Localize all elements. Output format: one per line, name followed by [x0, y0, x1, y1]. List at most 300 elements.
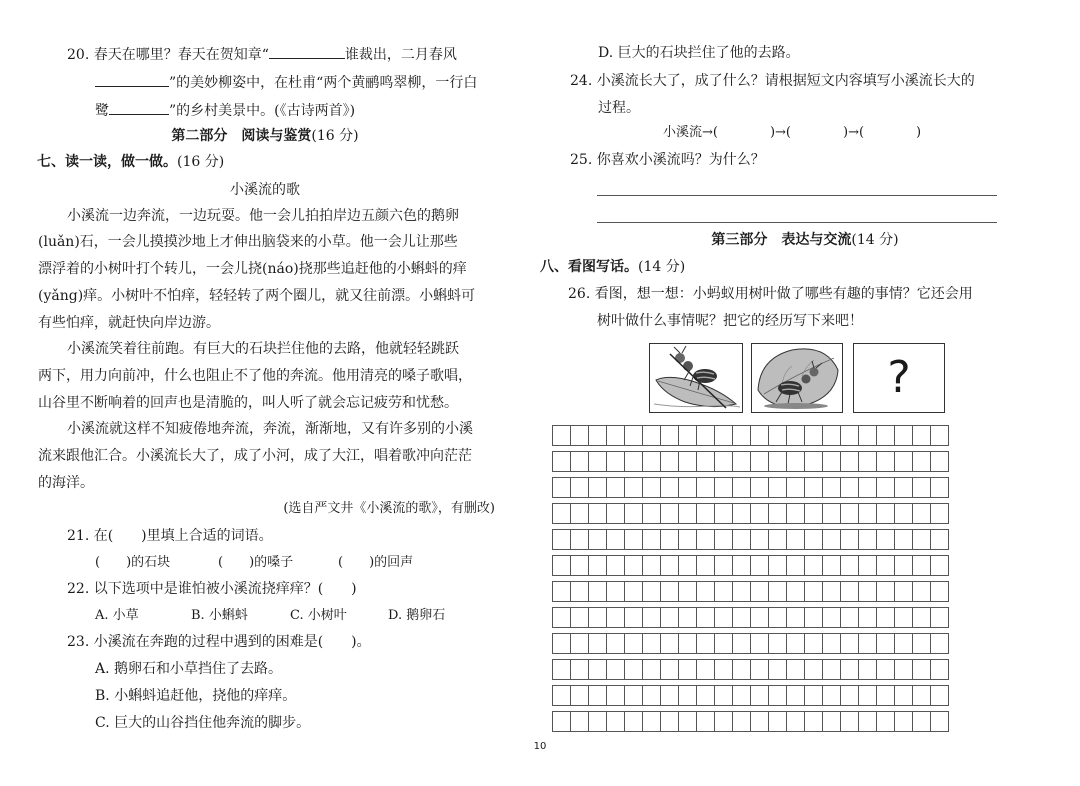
picture-ant-under-leaf — [751, 343, 843, 413]
grid-cell[interactable] — [805, 660, 823, 680]
grid-cell[interactable] — [589, 660, 607, 680]
grid-cell[interactable] — [661, 608, 679, 628]
grid-cell[interactable] — [841, 686, 859, 706]
grid-cell[interactable] — [859, 608, 877, 628]
grid-cell[interactable] — [823, 556, 841, 576]
grid-cell[interactable] — [751, 582, 769, 602]
grid-cell[interactable] — [859, 504, 877, 524]
grid-cell[interactable] — [859, 712, 877, 732]
grid-cell[interactable] — [787, 634, 805, 654]
grid-cell[interactable] — [895, 712, 913, 732]
grid-cell[interactable] — [625, 478, 643, 498]
grid-cell[interactable] — [841, 660, 859, 680]
grid-cell[interactable] — [841, 452, 859, 472]
grid-cell[interactable] — [661, 556, 679, 576]
grid-cell[interactable] — [859, 582, 877, 602]
grid-cell[interactable] — [697, 556, 715, 576]
q23-option-b[interactable]: B. 小蝌蚪追赶他，挠他的痒痒。 — [95, 688, 297, 704]
grid-cell[interactable] — [841, 504, 859, 524]
grid-cell[interactable] — [715, 712, 733, 732]
answer-blank[interactable] — [109, 100, 169, 115]
grid-cell[interactable] — [841, 530, 859, 550]
grid-cell[interactable] — [697, 530, 715, 550]
question-20-line3: 鹭 ”的乡村美景中。(《古诗两首》) — [95, 100, 355, 120]
passage-line: (yǎng)痒。小树叶不怕痒，轻轻转了两个圈儿，就又往前漂。小蝌蚪可 — [38, 288, 476, 304]
grid-cell[interactable] — [643, 504, 661, 524]
grid-cell[interactable] — [751, 608, 769, 628]
passage-line: 山谷里不断响着的回声也是清脆的，叫人听了就会忘记疲劳和忧愁。 — [38, 395, 458, 411]
grid-cell[interactable] — [553, 582, 571, 602]
grid-cell[interactable] — [661, 660, 679, 680]
grid-cell[interactable] — [571, 478, 589, 498]
grid-cell[interactable] — [913, 530, 931, 550]
grid-cell[interactable] — [715, 686, 733, 706]
grid-cell[interactable] — [697, 478, 715, 498]
grid-cell[interactable] — [733, 556, 751, 576]
grid-cell[interactable] — [859, 556, 877, 576]
grid-cell[interactable] — [607, 530, 625, 550]
grid-cell[interactable] — [877, 478, 895, 498]
grid-cell[interactable] — [607, 582, 625, 602]
grid-cell[interactable] — [661, 530, 679, 550]
grid-cell[interactable] — [697, 660, 715, 680]
grid-cell[interactable] — [571, 660, 589, 680]
grid-cell[interactable] — [589, 504, 607, 524]
grid-cell[interactable] — [643, 426, 661, 446]
grid-cell[interactable] — [715, 556, 733, 576]
grid-cell[interactable] — [913, 452, 931, 472]
grid-cell[interactable] — [787, 712, 805, 732]
grid-cell[interactable] — [571, 582, 589, 602]
grid-cell[interactable] — [697, 634, 715, 654]
grid-cell[interactable] — [643, 608, 661, 628]
grid-cell[interactable] — [877, 712, 895, 732]
grid-cell[interactable] — [643, 556, 661, 576]
grid-cell[interactable] — [913, 582, 931, 602]
grid-cell[interactable] — [841, 608, 859, 628]
grid-cell[interactable] — [859, 478, 877, 498]
grid-cell[interactable] — [895, 478, 913, 498]
grid-cell[interactable] — [625, 712, 643, 732]
grid-cell[interactable] — [805, 608, 823, 628]
grid-cell[interactable] — [769, 504, 787, 524]
part-3-heading: 第三部分 表达与交流(14 分) — [711, 232, 899, 248]
grid-cell[interactable] — [877, 530, 895, 550]
grid-cell[interactable] — [679, 660, 697, 680]
grid-cell[interactable] — [751, 660, 769, 680]
grid-cell[interactable] — [643, 582, 661, 602]
q22-option-b[interactable]: B. 小蝌蚪 — [191, 608, 248, 623]
passage-line: 小溪流一边奔流，一边玩耍。他一会儿拍拍岸边五颜六色的鹅卵 — [67, 208, 459, 224]
grid-cell[interactable] — [913, 634, 931, 654]
grid-cell[interactable] — [805, 426, 823, 446]
grid-cell[interactable] — [913, 712, 931, 732]
grid-cell[interactable] — [841, 582, 859, 602]
grid-cell[interactable] — [787, 608, 805, 628]
q22-option-c[interactable]: C. 小树叶 — [290, 608, 347, 623]
grid-cell[interactable] — [553, 452, 571, 472]
grid-cell[interactable] — [913, 608, 931, 628]
passage-line: 小溪流就这样不知疲倦地奔流，奔流，渐渐地，又有许多别的小溪 — [67, 421, 473, 437]
grid-cell[interactable] — [679, 426, 697, 446]
grid-cell[interactable] — [661, 426, 679, 446]
grid-cell[interactable] — [769, 712, 787, 732]
grid-cell[interactable] — [769, 582, 787, 602]
grid-cell[interactable] — [895, 660, 913, 680]
grid-cell[interactable] — [787, 530, 805, 550]
grid-cell[interactable] — [751, 452, 769, 472]
q23-option-c[interactable]: C. 巨大的山谷挡住他奔流的脚步。 — [95, 715, 311, 731]
grid-cell[interactable] — [841, 556, 859, 576]
grid-cell[interactable] — [787, 452, 805, 472]
ant-on-leaf-boat-illustration — [650, 344, 742, 412]
grid-cell[interactable] — [679, 478, 697, 498]
grid-cell[interactable] — [589, 556, 607, 576]
grid-cell[interactable] — [661, 712, 679, 732]
grid-cell[interactable] — [877, 426, 895, 446]
grid-cell[interactable] — [769, 478, 787, 498]
grid-cell[interactable] — [733, 712, 751, 732]
grid-cell[interactable] — [553, 634, 571, 654]
grid-cell[interactable] — [733, 660, 751, 680]
grid-cell[interactable] — [913, 504, 931, 524]
grid-cell[interactable] — [661, 504, 679, 524]
grid-cell[interactable] — [895, 582, 913, 602]
grid-cell[interactable] — [697, 452, 715, 472]
grid-cell[interactable] — [571, 452, 589, 472]
grid-cell[interactable] — [751, 504, 769, 524]
grid-cell[interactable] — [877, 608, 895, 628]
grid-cell[interactable] — [643, 712, 661, 732]
grid-cell[interactable] — [805, 634, 823, 654]
grid-cell[interactable] — [859, 530, 877, 550]
grid-cell[interactable] — [913, 686, 931, 706]
question-23: 23. 小溪流在奔跑的过程中遇到的困难是( )。 — [67, 634, 371, 650]
grid-cell[interactable] — [697, 504, 715, 524]
grid-cell[interactable] — [805, 686, 823, 706]
grid-cell[interactable] — [697, 608, 715, 628]
grid-cell[interactable] — [607, 504, 625, 524]
grid-cell[interactable] — [931, 530, 949, 550]
grid-cell[interactable] — [931, 452, 949, 472]
grid-cell[interactable] — [607, 426, 625, 446]
grid-cell[interactable] — [607, 634, 625, 654]
grid-cell[interactable] — [643, 530, 661, 550]
grid-cell[interactable] — [931, 712, 949, 732]
grid-cell[interactable] — [751, 686, 769, 706]
grid-cell[interactable] — [841, 634, 859, 654]
grid-cell[interactable] — [571, 686, 589, 706]
grid-cell[interactable] — [913, 478, 931, 498]
grid-cell[interactable] — [823, 478, 841, 498]
grid-cell[interactable] — [589, 608, 607, 628]
grid-cell[interactable] — [895, 556, 913, 576]
passage-line: 漂浮着的小树叶打个转儿，一会儿挠(náo)挠那些追赶他的小蝌蚪的痒 — [38, 261, 467, 277]
grid-cell[interactable] — [805, 478, 823, 498]
grid-cell[interactable] — [589, 452, 607, 472]
grid-cell[interactable] — [769, 452, 787, 472]
grid-cell[interactable] — [733, 426, 751, 446]
grid-cell[interactable] — [787, 686, 805, 706]
grid-cell[interactable] — [715, 582, 733, 602]
grid-cell[interactable] — [823, 712, 841, 732]
grid-cell[interactable] — [859, 660, 877, 680]
grid-cell[interactable] — [589, 478, 607, 498]
grid-cell[interactable] — [877, 634, 895, 654]
grid-cell[interactable] — [589, 634, 607, 654]
grid-cell[interactable] — [823, 608, 841, 628]
grid-cell[interactable] — [805, 712, 823, 732]
grid-cell[interactable] — [553, 712, 571, 732]
grid-cell[interactable] — [805, 530, 823, 550]
grid-cell[interactable] — [769, 660, 787, 680]
grid-cell[interactable] — [823, 634, 841, 654]
grid-cell[interactable] — [769, 634, 787, 654]
grid-cell[interactable] — [913, 660, 931, 680]
grid-cell[interactable] — [715, 608, 733, 628]
grid-cell[interactable] — [625, 634, 643, 654]
grid-cell[interactable] — [661, 452, 679, 472]
grid-cell[interactable] — [553, 608, 571, 628]
grid-cell[interactable] — [607, 712, 625, 732]
grid-cell[interactable] — [625, 452, 643, 472]
grid-cell[interactable] — [679, 582, 697, 602]
grid-cell[interactable] — [733, 504, 751, 524]
grid-cell[interactable] — [679, 686, 697, 706]
grid-cell[interactable] — [931, 582, 949, 602]
grid-cell[interactable] — [715, 478, 733, 498]
grid-cell[interactable] — [625, 426, 643, 446]
answer-blank[interactable] — [95, 72, 169, 87]
grid-cell[interactable] — [643, 686, 661, 706]
grid-cell[interactable] — [823, 660, 841, 680]
grid-cell[interactable] — [607, 478, 625, 498]
grid-cell[interactable] — [715, 504, 733, 524]
grid-cell[interactable] — [715, 634, 733, 654]
grid-cell[interactable] — [733, 452, 751, 472]
grid-cell[interactable] — [679, 608, 697, 628]
grid-cell[interactable] — [679, 556, 697, 576]
grid-cell[interactable] — [895, 634, 913, 654]
grid-cell[interactable] — [823, 452, 841, 472]
question-mark: ? — [887, 352, 911, 403]
grid-cell[interactable] — [733, 582, 751, 602]
grid-cell[interactable] — [625, 530, 643, 550]
grid-cell[interactable] — [679, 452, 697, 472]
grid-cell[interactable] — [733, 478, 751, 498]
grid-cell[interactable] — [733, 608, 751, 628]
grid-cell[interactable] — [697, 686, 715, 706]
writing-grid[interactable] — [552, 425, 949, 732]
grid-cell[interactable] — [625, 686, 643, 706]
grid-cell[interactable] — [625, 608, 643, 628]
grid-cell[interactable] — [859, 452, 877, 472]
grid-cell[interactable] — [697, 712, 715, 732]
grid-cell[interactable] — [859, 426, 877, 446]
grid-cell[interactable] — [571, 556, 589, 576]
grid-cell[interactable] — [697, 426, 715, 446]
grid-cell[interactable] — [931, 426, 949, 446]
q21-item[interactable]: ( )的石块 — [95, 555, 171, 570]
q22-option-d[interactable]: D. 鹅卵石 — [388, 608, 446, 623]
grid-cell[interactable] — [877, 556, 895, 576]
grid-cell[interactable] — [643, 478, 661, 498]
grid-cell[interactable] — [607, 556, 625, 576]
grid-cell[interactable] — [571, 608, 589, 628]
grid-cell[interactable] — [931, 634, 949, 654]
answer-line[interactable] — [597, 195, 997, 196]
grid-cell[interactable] — [895, 686, 913, 706]
grid-cell[interactable] — [571, 712, 589, 732]
grid-cell[interactable] — [661, 582, 679, 602]
grid-cell[interactable] — [841, 712, 859, 732]
q22-option-a[interactable]: A. 小草 — [95, 608, 139, 623]
grid-cell[interactable] — [751, 530, 769, 550]
grid-cell[interactable] — [553, 530, 571, 550]
grid-cell[interactable] — [553, 478, 571, 498]
grid-cell[interactable] — [859, 634, 877, 654]
grid-cell[interactable] — [553, 426, 571, 446]
grid-cell[interactable] — [805, 504, 823, 524]
grid-cell[interactable] — [679, 504, 697, 524]
grid-cell[interactable] — [553, 660, 571, 680]
grid-cell[interactable] — [913, 556, 931, 576]
grid-cell[interactable] — [589, 530, 607, 550]
grid-cell[interactable] — [553, 686, 571, 706]
grid-cell[interactable] — [823, 686, 841, 706]
grid-cell[interactable] — [715, 660, 733, 680]
grid-cell[interactable] — [805, 556, 823, 576]
grid-cell[interactable] — [571, 634, 589, 654]
grid-cell[interactable] — [679, 634, 697, 654]
grid-cell[interactable] — [733, 530, 751, 550]
grid-cell[interactable] — [571, 504, 589, 524]
grid-cell[interactable] — [769, 556, 787, 576]
grid-cell[interactable] — [931, 504, 949, 524]
grid-cell[interactable] — [589, 582, 607, 602]
grid-cell[interactable] — [823, 426, 841, 446]
grid-cell[interactable] — [859, 686, 877, 706]
grid-cell[interactable] — [625, 504, 643, 524]
grid-cell[interactable] — [769, 426, 787, 446]
grid-cell[interactable] — [643, 452, 661, 472]
grid-cell[interactable] — [589, 426, 607, 446]
grid-cell[interactable] — [607, 608, 625, 628]
grid-cell[interactable] — [553, 556, 571, 576]
grid-cell[interactable] — [787, 504, 805, 524]
grid-cell[interactable] — [643, 660, 661, 680]
grid-cell[interactable] — [625, 582, 643, 602]
grid-cell[interactable] — [625, 556, 643, 576]
grid-cell[interactable] — [733, 634, 751, 654]
grid-cell[interactable] — [589, 686, 607, 706]
q24-flow[interactable]: 小溪流→( )→( )→( ) — [663, 125, 922, 140]
grid-cell[interactable] — [895, 608, 913, 628]
grid-cell[interactable] — [877, 582, 895, 602]
grid-cell[interactable] — [931, 556, 949, 576]
grid-cell[interactable] — [769, 608, 787, 628]
q21-item[interactable]: ( )的回声 — [338, 555, 414, 570]
grid-cell[interactable] — [571, 426, 589, 446]
grid-cell[interactable] — [823, 530, 841, 550]
passage-source: (选自严文井《小溪流的歌》，有删改) — [283, 501, 495, 516]
grid-cell[interactable] — [877, 686, 895, 706]
grid-cell[interactable] — [769, 530, 787, 550]
grid-cell[interactable] — [697, 582, 715, 602]
grid-cell[interactable] — [931, 478, 949, 498]
grid-cell[interactable] — [733, 686, 751, 706]
grid-cell[interactable] — [607, 660, 625, 680]
grid-cell[interactable] — [877, 452, 895, 472]
grid-cell[interactable] — [841, 426, 859, 446]
grid-cell[interactable] — [823, 582, 841, 602]
grid-cell[interactable] — [715, 530, 733, 550]
grid-cell[interactable] — [751, 634, 769, 654]
grid-cell[interactable] — [661, 686, 679, 706]
grid-cell[interactable] — [787, 478, 805, 498]
grid-cell[interactable] — [625, 660, 643, 680]
grid-cell[interactable] — [661, 634, 679, 654]
picture-question — [853, 343, 945, 413]
grid-cell[interactable] — [751, 478, 769, 498]
q21-item[interactable]: ( )的嗓子 — [218, 555, 294, 570]
grid-cell[interactable] — [643, 634, 661, 654]
grid-cell[interactable] — [877, 660, 895, 680]
grid-cell[interactable] — [661, 478, 679, 498]
grid-cell[interactable] — [571, 530, 589, 550]
answer-line[interactable] — [597, 222, 997, 223]
passage-line: 小溪流笑着往前跑。有巨大的石块拦住他的去路，他就轻轻跳跃 — [67, 341, 459, 357]
grid-cell[interactable] — [679, 712, 697, 732]
q23-option-d[interactable]: D. 巨大的石块拦住了他的去路。 — [598, 45, 800, 61]
grid-cell[interactable] — [715, 426, 733, 446]
grid-cell[interactable] — [751, 712, 769, 732]
grid-cell[interactable] — [895, 452, 913, 472]
grid-cell[interactable] — [787, 556, 805, 576]
grid-cell[interactable] — [589, 712, 607, 732]
grid-cell[interactable] — [751, 556, 769, 576]
answer-blank[interactable] — [269, 44, 345, 59]
grid-cell[interactable] — [679, 530, 697, 550]
grid-cell[interactable] — [787, 582, 805, 602]
grid-cell[interactable] — [805, 452, 823, 472]
question-20-line1: 20. 春天在哪里？春天在贺知章“ 谁裁出，二月春风 — [67, 44, 457, 64]
q23-option-a[interactable]: A. 鹅卵石和小草挡住了去路。 — [95, 661, 283, 677]
grid-row — [553, 426, 949, 446]
grid-cell[interactable] — [931, 660, 949, 680]
grid-cell[interactable] — [715, 452, 733, 472]
grid-cell[interactable] — [877, 504, 895, 524]
grid-cell[interactable] — [931, 608, 949, 628]
grid-cell[interactable] — [895, 426, 913, 446]
grid-cell[interactable] — [913, 426, 931, 446]
grid-cell[interactable] — [931, 686, 949, 706]
grid-cell[interactable] — [607, 686, 625, 706]
grid-row — [553, 504, 949, 524]
writing-grid-table[interactable] — [552, 425, 949, 732]
grid-cell[interactable] — [553, 504, 571, 524]
grid-cell[interactable] — [787, 660, 805, 680]
grid-cell[interactable] — [805, 582, 823, 602]
grid-cell[interactable] — [787, 426, 805, 446]
grid-cell[interactable] — [823, 504, 841, 524]
grid-cell[interactable] — [751, 426, 769, 446]
grid-cell[interactable] — [841, 478, 859, 498]
grid-cell[interactable] — [895, 504, 913, 524]
grid-cell[interactable] — [895, 530, 913, 550]
grid-cell[interactable] — [607, 452, 625, 472]
grid-cell[interactable] — [769, 686, 787, 706]
